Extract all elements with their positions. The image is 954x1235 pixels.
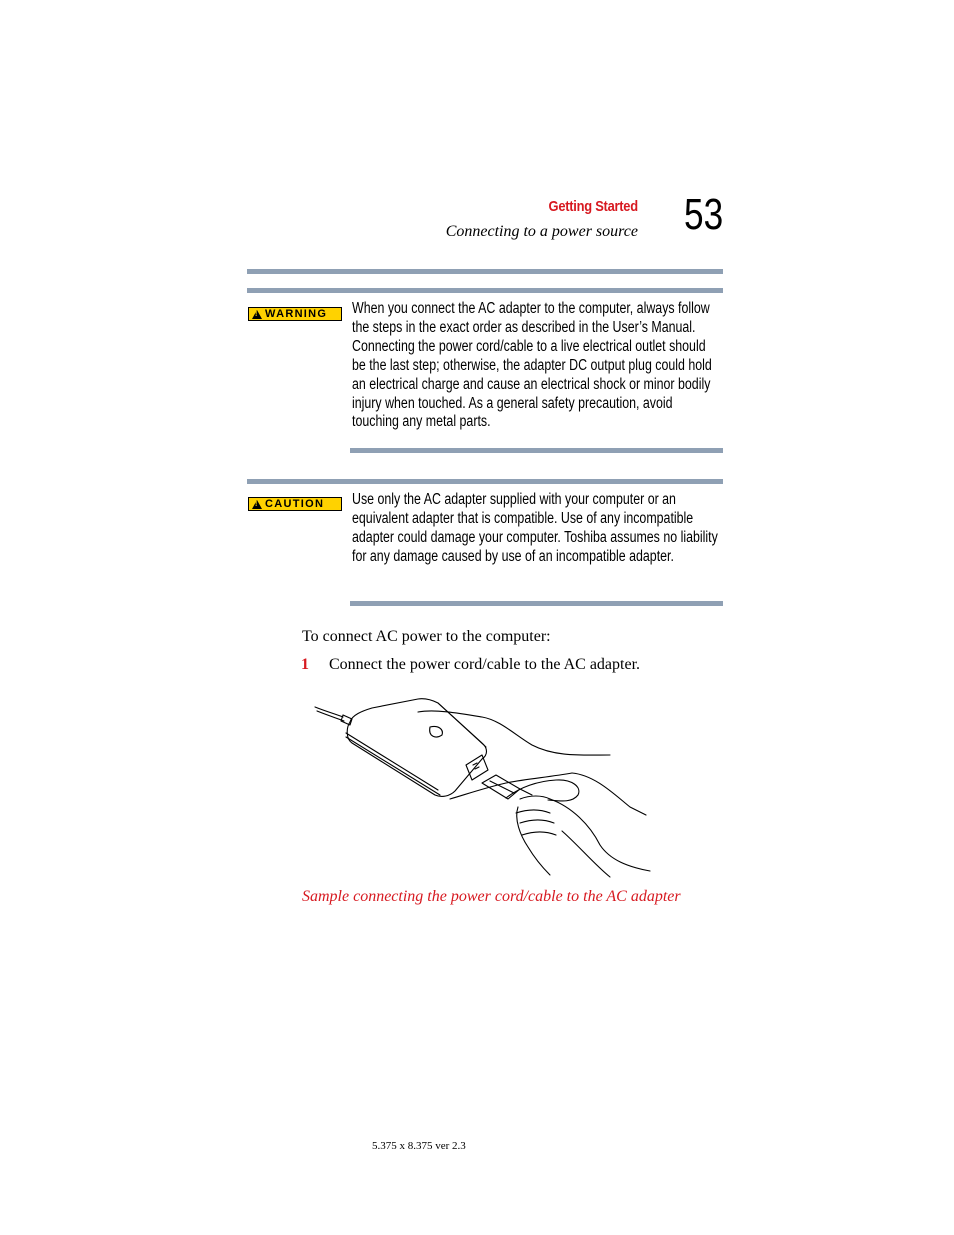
header-rule bbox=[247, 269, 723, 274]
figure-caption: Sample connecting the power cord/cable to the AC adapter bbox=[302, 888, 681, 905]
caution-badge bbox=[248, 497, 342, 511]
warning-badge bbox=[248, 307, 342, 321]
page-number: 53 bbox=[684, 190, 724, 239]
running-header-subsection: Connecting to a power source bbox=[445, 223, 638, 240]
warning-badge-label: WARNING bbox=[265, 308, 328, 320]
procedure-intro: To connect AC power to the computer: bbox=[302, 628, 551, 645]
step-text: Connect the power cord/cable to the AC adapter. bbox=[329, 656, 641, 673]
caution-text: Use only the AC adapter supplied with your computer or an equivalent adapter that is compatible. Use of any incompatible adapter could damage your computer. Toshiba assumes no liability for any damage caused by use of an incompatible adapter. bbox=[352, 491, 718, 565]
step-number: 1 bbox=[301, 656, 309, 673]
page-footer: 5.375 x 8.375 ver 2.3 bbox=[372, 1140, 466, 1152]
caution-badge-label: CAUTION bbox=[265, 498, 325, 510]
warning-bottom-rule bbox=[350, 448, 723, 453]
warning-top-rule bbox=[247, 288, 723, 293]
running-header-section: Getting Started bbox=[548, 198, 638, 215]
caution-bottom-rule bbox=[350, 601, 723, 606]
ac-adapter-illustration bbox=[310, 695, 655, 880]
caution-triangle-icon bbox=[252, 500, 262, 509]
warning-text: When you connect the AC adapter to the computer, always follow the steps in the exact order as described in the User’s Manual. Connecting the power cord/cable to a live electrical outlet should be the last step; otherwise, the adapter DC output plug could hold an electrical charge and cause an electrical shock or minor bodily injury when touched. As a general safety precaution, avoid touching any metal parts. bbox=[352, 300, 712, 431]
caution-top-rule bbox=[247, 479, 723, 484]
warning-triangle-icon bbox=[252, 310, 262, 319]
